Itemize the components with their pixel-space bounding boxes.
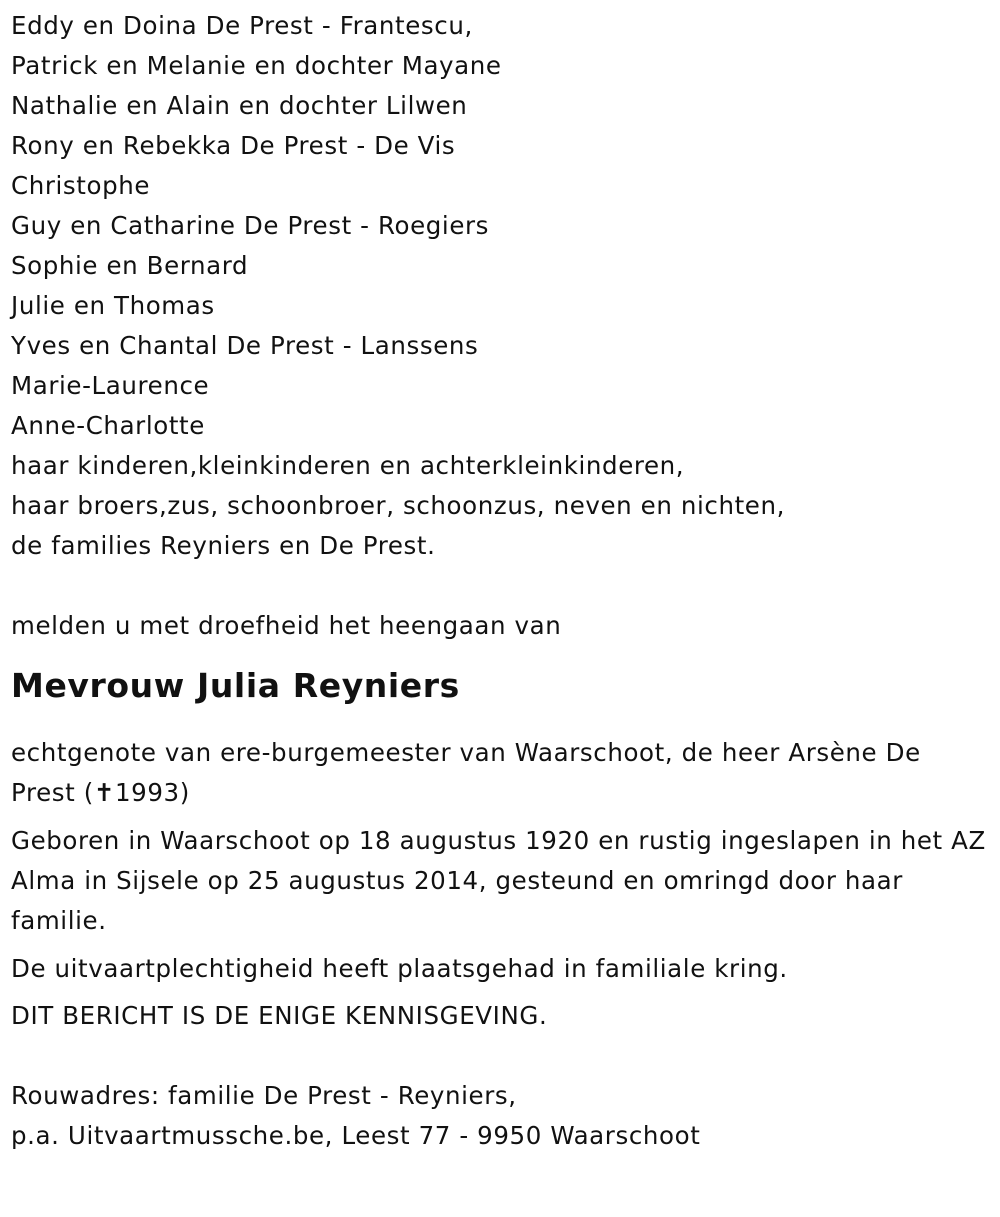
- notice-text: DIT BERICHT IS DE ENIGE KENNISGEVING.: [11, 1001, 548, 1030]
- mourning-address: [11, 1076, 989, 1156]
- family-line: haar broers,zus, schoonbroer, schoonzus, neven en nichten,: [11, 491, 785, 520]
- spacer: [11, 566, 989, 606]
- birth-death-text: Geboren in Waarschoot op 18 augustus 1920 en rustig ingeslapen in het AZ Alma in Sijsele op 25 augustus 2014, gesteund en omringd door haar familie.: [11, 826, 986, 935]
- address-line: Rouwadres: familie De Prest - Reyniers,: [11, 1081, 517, 1110]
- family-line: Eddy en Doina De Prest - Frantescu,: [11, 11, 473, 40]
- announcement-text: melden u met droefheid het heengaan van: [11, 611, 562, 640]
- spouse-text: echtgenote van ere-burgemeester van Waarschoot, de heer Arsène De Prest (✝1993): [11, 738, 921, 807]
- family-list: [11, 6, 989, 566]
- family-line: Marie-Laurence: [11, 371, 210, 400]
- family-line: Julie en Thomas: [11, 291, 215, 320]
- family-line: Rony en Rebekka De Prest - De Vis: [11, 131, 456, 160]
- family-line: haar kinderen,kleinkinderen en achterkleinkinderen,: [11, 451, 685, 480]
- family-line: Christophe: [11, 171, 151, 200]
- deceased-name: Mevrouw Julia Reyniers: [11, 666, 460, 705]
- family-line: Guy en Catharine De Prest - Roegiers: [11, 211, 490, 240]
- family-line: Sophie en Bernard: [11, 251, 249, 280]
- family-line: Yves en Chantal De Prest - Lanssens: [11, 331, 479, 360]
- family-line: Nathalie en Alain en dochter Lilwen: [11, 91, 468, 120]
- family-line: Patrick en Melanie en dochter Mayane: [11, 51, 502, 80]
- address-line: p.a. Uitvaartmussche.be, Leest 77 - 9950 Waarschoot: [11, 1121, 701, 1150]
- ceremony-text: De uitvaartplechtigheid heeft plaatsgehad in familiale kring.: [11, 954, 788, 983]
- family-line: Anne-Charlotte: [11, 411, 205, 440]
- family-line: de families Reyniers en De Prest.: [11, 531, 436, 560]
